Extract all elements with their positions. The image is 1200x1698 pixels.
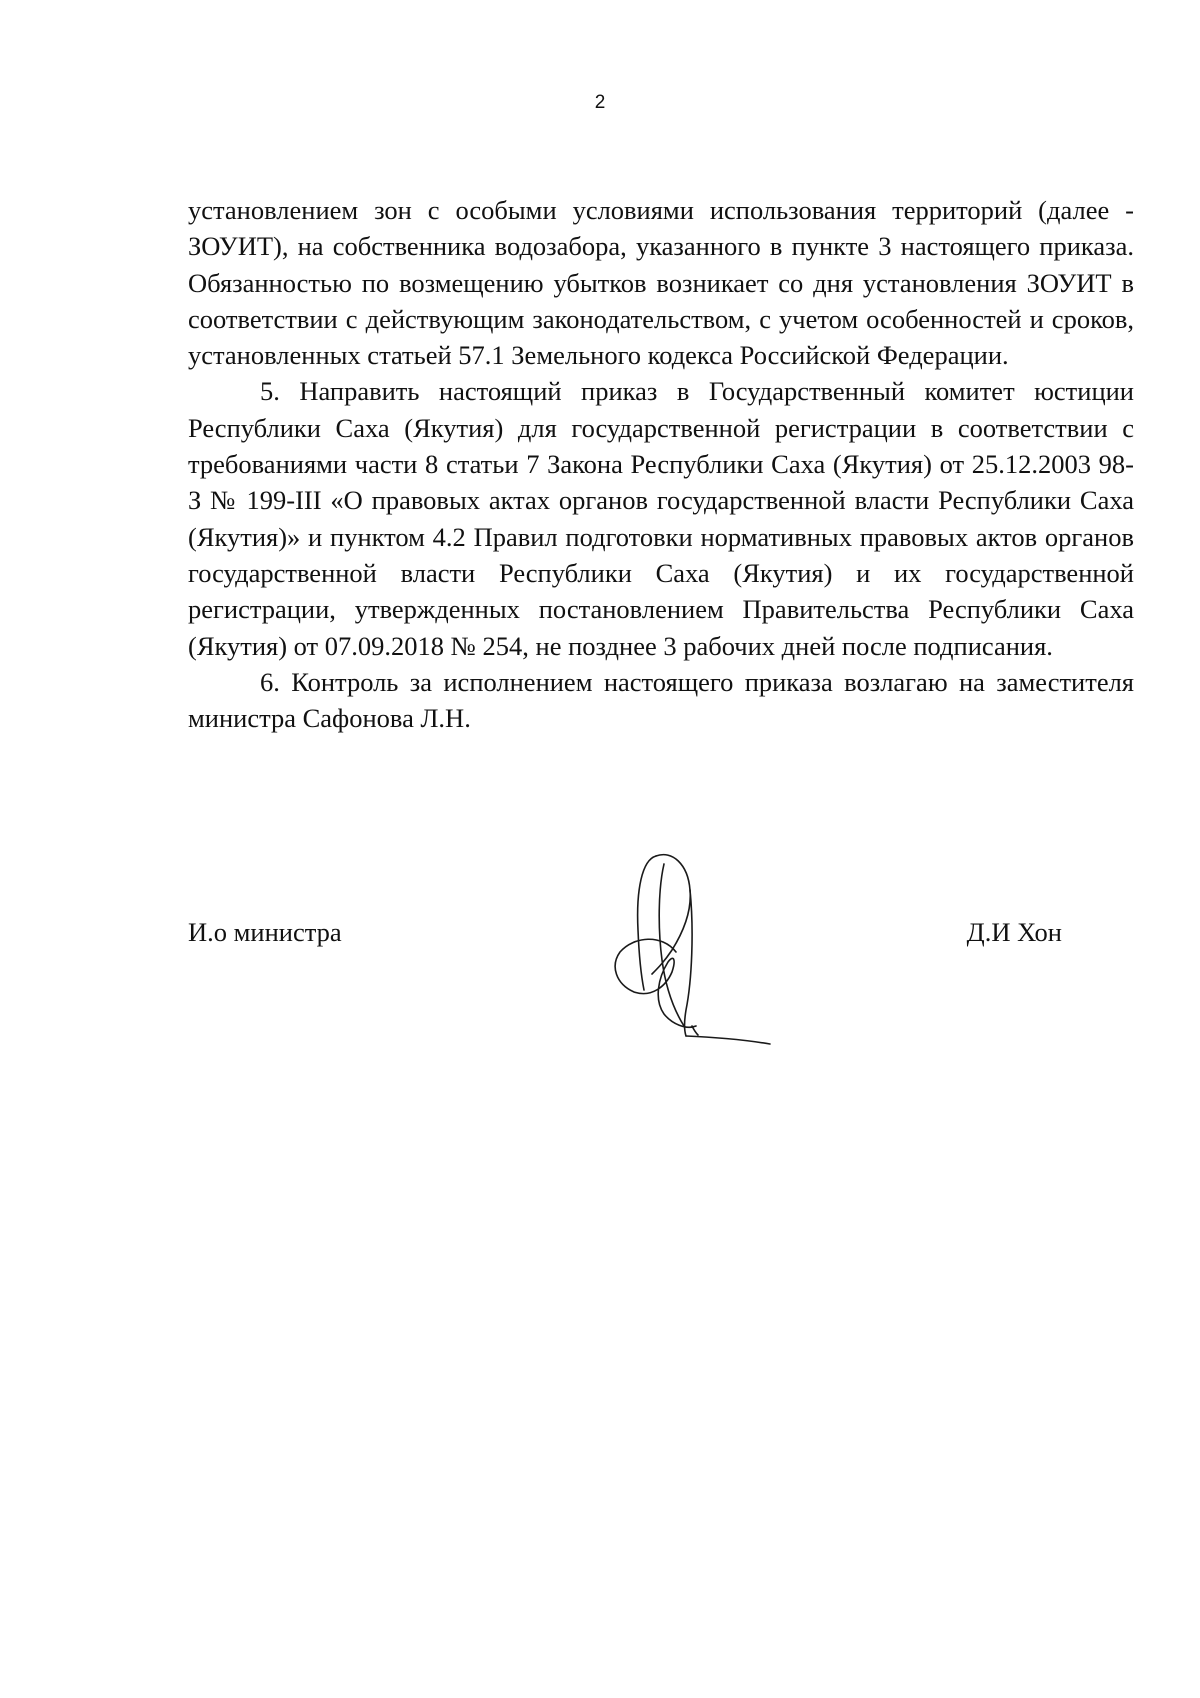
- page-number: 2: [594, 92, 606, 113]
- paragraph-continuation: установлением зон с особыми условиями использования территорий (далее - ЗОУИТ), на собственника водозабора, указанного в пункте 3 настоящего приказа. Обязанностью по возмещению убытков возникает со дня установления ЗОУИТ в соответствии с действующим законодательством, с учетом особенностей и сроков, установленных статьей 57.1 Земельного кодекса Российской Федерации.: [188, 195, 1134, 371]
- paragraph-item-6: 6. Контроль за исполнением настоящего приказа возлагаю на заместителя министра Сафонова Л.Н.: [188, 666, 1134, 734]
- handwritten-signature: [610, 850, 810, 1060]
- signatory-name: Д.И Хон: [966, 917, 1062, 947]
- signatory-position: И.о министра: [188, 917, 342, 947]
- document-body: [188, 192, 1134, 736]
- paragraph-item-5: 5. Направить настоящий приказ в Государственный комитет юстиции Республики Саха (Якутия) для государственной регистрации в соответствии с требованиями части 8 статьи 7 Закона Республики Саха (Якутия) от 25.12.2003 98-З № 199-III «О правовых актах органов государственной власти Республики Саха (Якутия)» и пунктом 4.2 Правил подготовки нормативных правовых актов органов государственной власти Республики Саха (Якутия) и их государственной регистрации, утвержденных постановлением Правительства Республики Саха (Якутия) от 07.09.2018 № 254, не позднее 3 рабочих дней после подписания.: [188, 376, 1134, 661]
